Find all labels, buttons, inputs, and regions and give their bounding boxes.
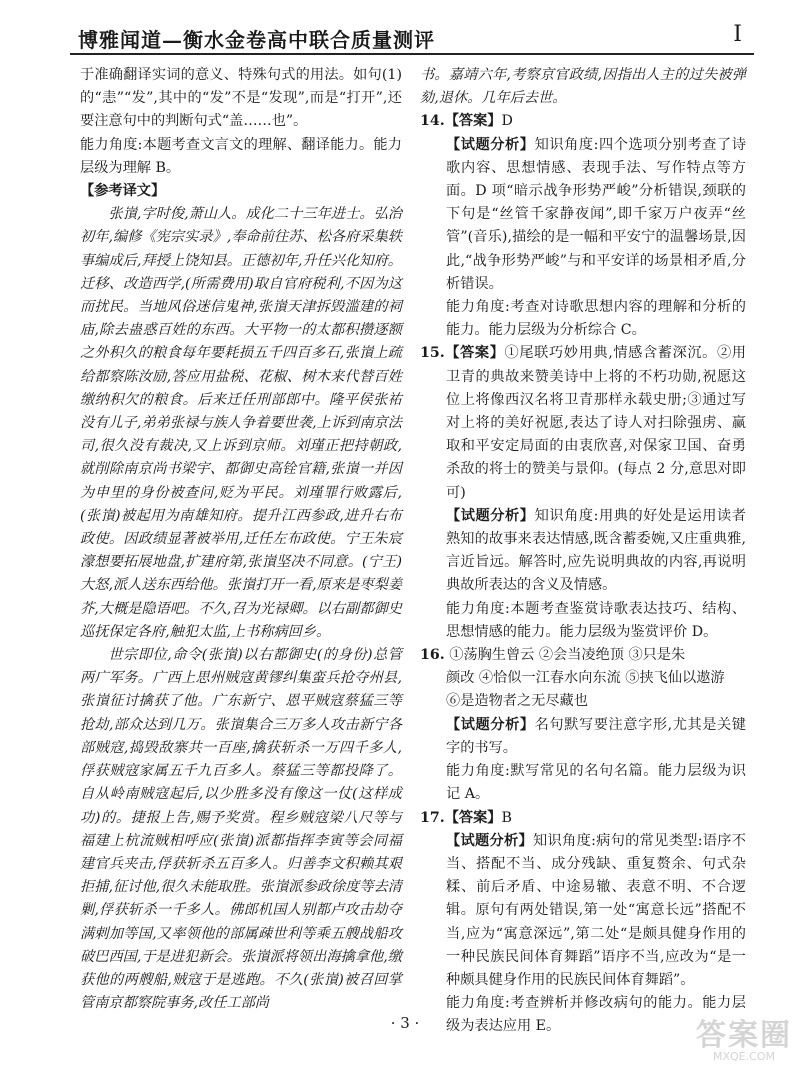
- q14-answer: 14.【答案】D: [420, 113, 513, 130]
- left-column: [80, 64, 402, 1015]
- left-paragraph-2: 能力角度:本题考查文言文的理解、翻译能力。能力层级为理解 B。: [80, 136, 402, 176]
- q17-analysis: 【试题分析】知识角度:病句的常见类型:语序不当、搭配不当、成分残缺、重复赘余、句式杂糅、前后矛盾、中途易辙、表意不明、不合逻辑。原句有两处错误,第一处“寓意长远”搭配不当,应为“寓意深远”,第二处“是颇具健身作用的一种民族民间体育舞蹈”语序不当,应改为“是一种颇具健身作用的民族民间体育舞蹈”。: [446, 832, 746, 988]
- translation-paragraph-1: 张嵿,字时俊,萧山人。成化二十三年进士。弘治初年,编修《宪宗实录》,奉命前往苏、松各府采集轶事编成后,拜授上饶知县。正德初年,升任兴化知府。迁移、改造西学,(所需费用)取自官府税利,不因为这而扰民。当地风俗迷信鬼神,张嵿天津拆毁滥建的祠庙,除去蛊惑百姓的东西。大平物一的太都积攒逐额之外积久的粮食每年要耗损五千四百多石,张嵿上疏给都察陈汝励,答应用盐税、花椒、树木来代替百姓缴纳积欠的粮食。后来迁任刑部郎中。隆平侯张祐没有儿子,弟弟张禄与族人争着要世袭,上诉到南京法司,很久没有裁决,又上诉到京师。刘瑾正把持朝政,就削除南京尚书梁宇、都御史高铨官籍,张嵿一并因为申里的身份被查问,贬为平民。刘瑾罪行败露后,(张嵿)被起用为南雄知府。提升江西参政,进升右布政使。因政绩显著被举用,迁任左布政使。宁王朱宸濠想要拓展地盘,扩建府第,张嵿坚决不同意。(宁王)大怒,派人送东西给他。张嵿打开一看,原来是枣梨姜芥,大概是隐语吧。不久,召为光禄卿。以右副都御史巡抚保定各府,触犯太监,上书称病回乡。: [80, 206, 402, 640]
- watermark-logo: [696, 1010, 792, 1063]
- q16-answer-line-2: 颜改 ④恰似一江春水向东流 ⑤挟飞仙以遨游: [446, 670, 725, 687]
- q15-analysis: 【试题分析】知识角度:用典的好处是运用读者熟知的故事来表达情感,既含蓄委婉,又庄重典雅,言近旨远。解答时,应先说明典故的内容,再说明典故所表达的含义及情感。: [446, 507, 746, 594]
- header-mark: I: [733, 22, 742, 47]
- q14-analysis: 【试题分析】知识角度:四个选项分别考查了诗歌内容、思想情感、表现手法、写作特点等方面。D 项“暗示战争形势严峻”分析错误,颈联的下句是“丝管千家静夜闻”,即千家万户夜弄“丝管”(音乐),描绘的是一幅和平安宁的温馨场景,因此,“战争形势严峻”与和平安详的场景相矛盾,分析错误。: [446, 136, 746, 292]
- q16-ability: 能力角度:默写常见的名句名篇。能力层级为识记 A。: [446, 763, 746, 803]
- page-header: [70, 18, 754, 52]
- translation-paragraph-2: 世宗即位,命令(张嵿)以右都御史(的身份)总管两广军务。广西上思州贼寇黄镠纠集蛮兵抢夺州县,张嵿征讨擒获了他。广东新宁、恩平贼寇蔡猛三等抢劫,部众达到几万。张嵿集合三万多人攻击新宁各部贼寇,捣毁敌寨共一百座,擒获斩杀一万四千多人,俘获贼寇家属五千九百多人。蔡猛三等都投降了。自从岭南贼寇起后,以少胜多没有像这一仗(这样成功)的。捷报上告,赐予奖赏。程乡贼寇梁八尺等与福建上杭流贼相呼应(张嵿)派都指挥李寅等会同福建官兵夹击,俘获斩杀五百多人。归善李文积赖其艰拒捕,征讨他,很久未能取胜。张嵿派参政徐度等去清剿,俘获斩杀一千多人。佛郎机国人别都卢攻击劫夺满剌加等国,又率领他的部属疎世利等乘五艘战船攻破巴西国,于是进犯新会。张嵿派将领出海擒拿他,缴获他的两艘船,贼寇于是逃跑。不久(张嵿)被召回掌管南京都察院事务,改任工部尚: [80, 647, 402, 1012]
- q16-analysis: 【试题分析】名句默写要注意字形,尤其是关键字的书写。: [446, 716, 746, 756]
- q15-ability: 能力角度:本题考查鉴赏诗歌表达技巧、结构、思想情感的能力。能力层级为鉴赏评价 D。: [446, 600, 746, 640]
- q17-answer: 17.【答案】B: [420, 809, 512, 826]
- page-number: · 3 ·: [390, 1014, 420, 1032]
- left-paragraph-1: 于准确翻译实词的意义、特殊句式的用法。如句(1)的“恚”“发”,其中的“发”不是“发现”,而是“打开”,还要注意句中的判断句式“盖……也”。: [80, 67, 402, 130]
- q16-answer-line-3: ⑥是造物者之无尽藏也: [446, 693, 588, 710]
- translation-ending: 书。嘉靖六年,考察京官政绩,因指出人主的过失被弹劾,退休。几年后去世。: [420, 67, 746, 107]
- q15-answer: 15.【答案】①尾联巧妙用典,情感含蓄深沉。②用卫青的典故来赞美诗中上将的不朽功勋,祝愿这位上将像西汉名将卫青那样永载史册;③通过写对上将的美好祝愿,表达了诗人对扫除强虏、赢取和平安定局面的由衷欣喜,对保家卫国、奋勇杀敌的将士的赞美与景仰。(每点 2 分,意思对即可): [420, 345, 746, 501]
- q14-ability: 能力角度:考查对诗歌思想内容的理解和分析的能力。能力层级为分析综合 C。: [446, 299, 746, 339]
- watermark-sub: MXQE.COM: [713, 1050, 775, 1063]
- watermark-main: 答案圈: [696, 1018, 792, 1053]
- q16-answer-line-1: 16. ①荡胸生曾云 ②会当凌绝顶 ③只是朱: [420, 647, 686, 664]
- header-rule: [70, 53, 754, 55]
- header-title: 博雅闻道—衡水金卷高中联合质量测评: [78, 28, 435, 52]
- reference-translation-heading: 【参考译文】: [80, 183, 166, 200]
- right-column: [420, 64, 746, 1039]
- q17-ability: 能力角度:考查辨析并修改病句的能力。能力层级为表达应用 E。: [446, 995, 746, 1035]
